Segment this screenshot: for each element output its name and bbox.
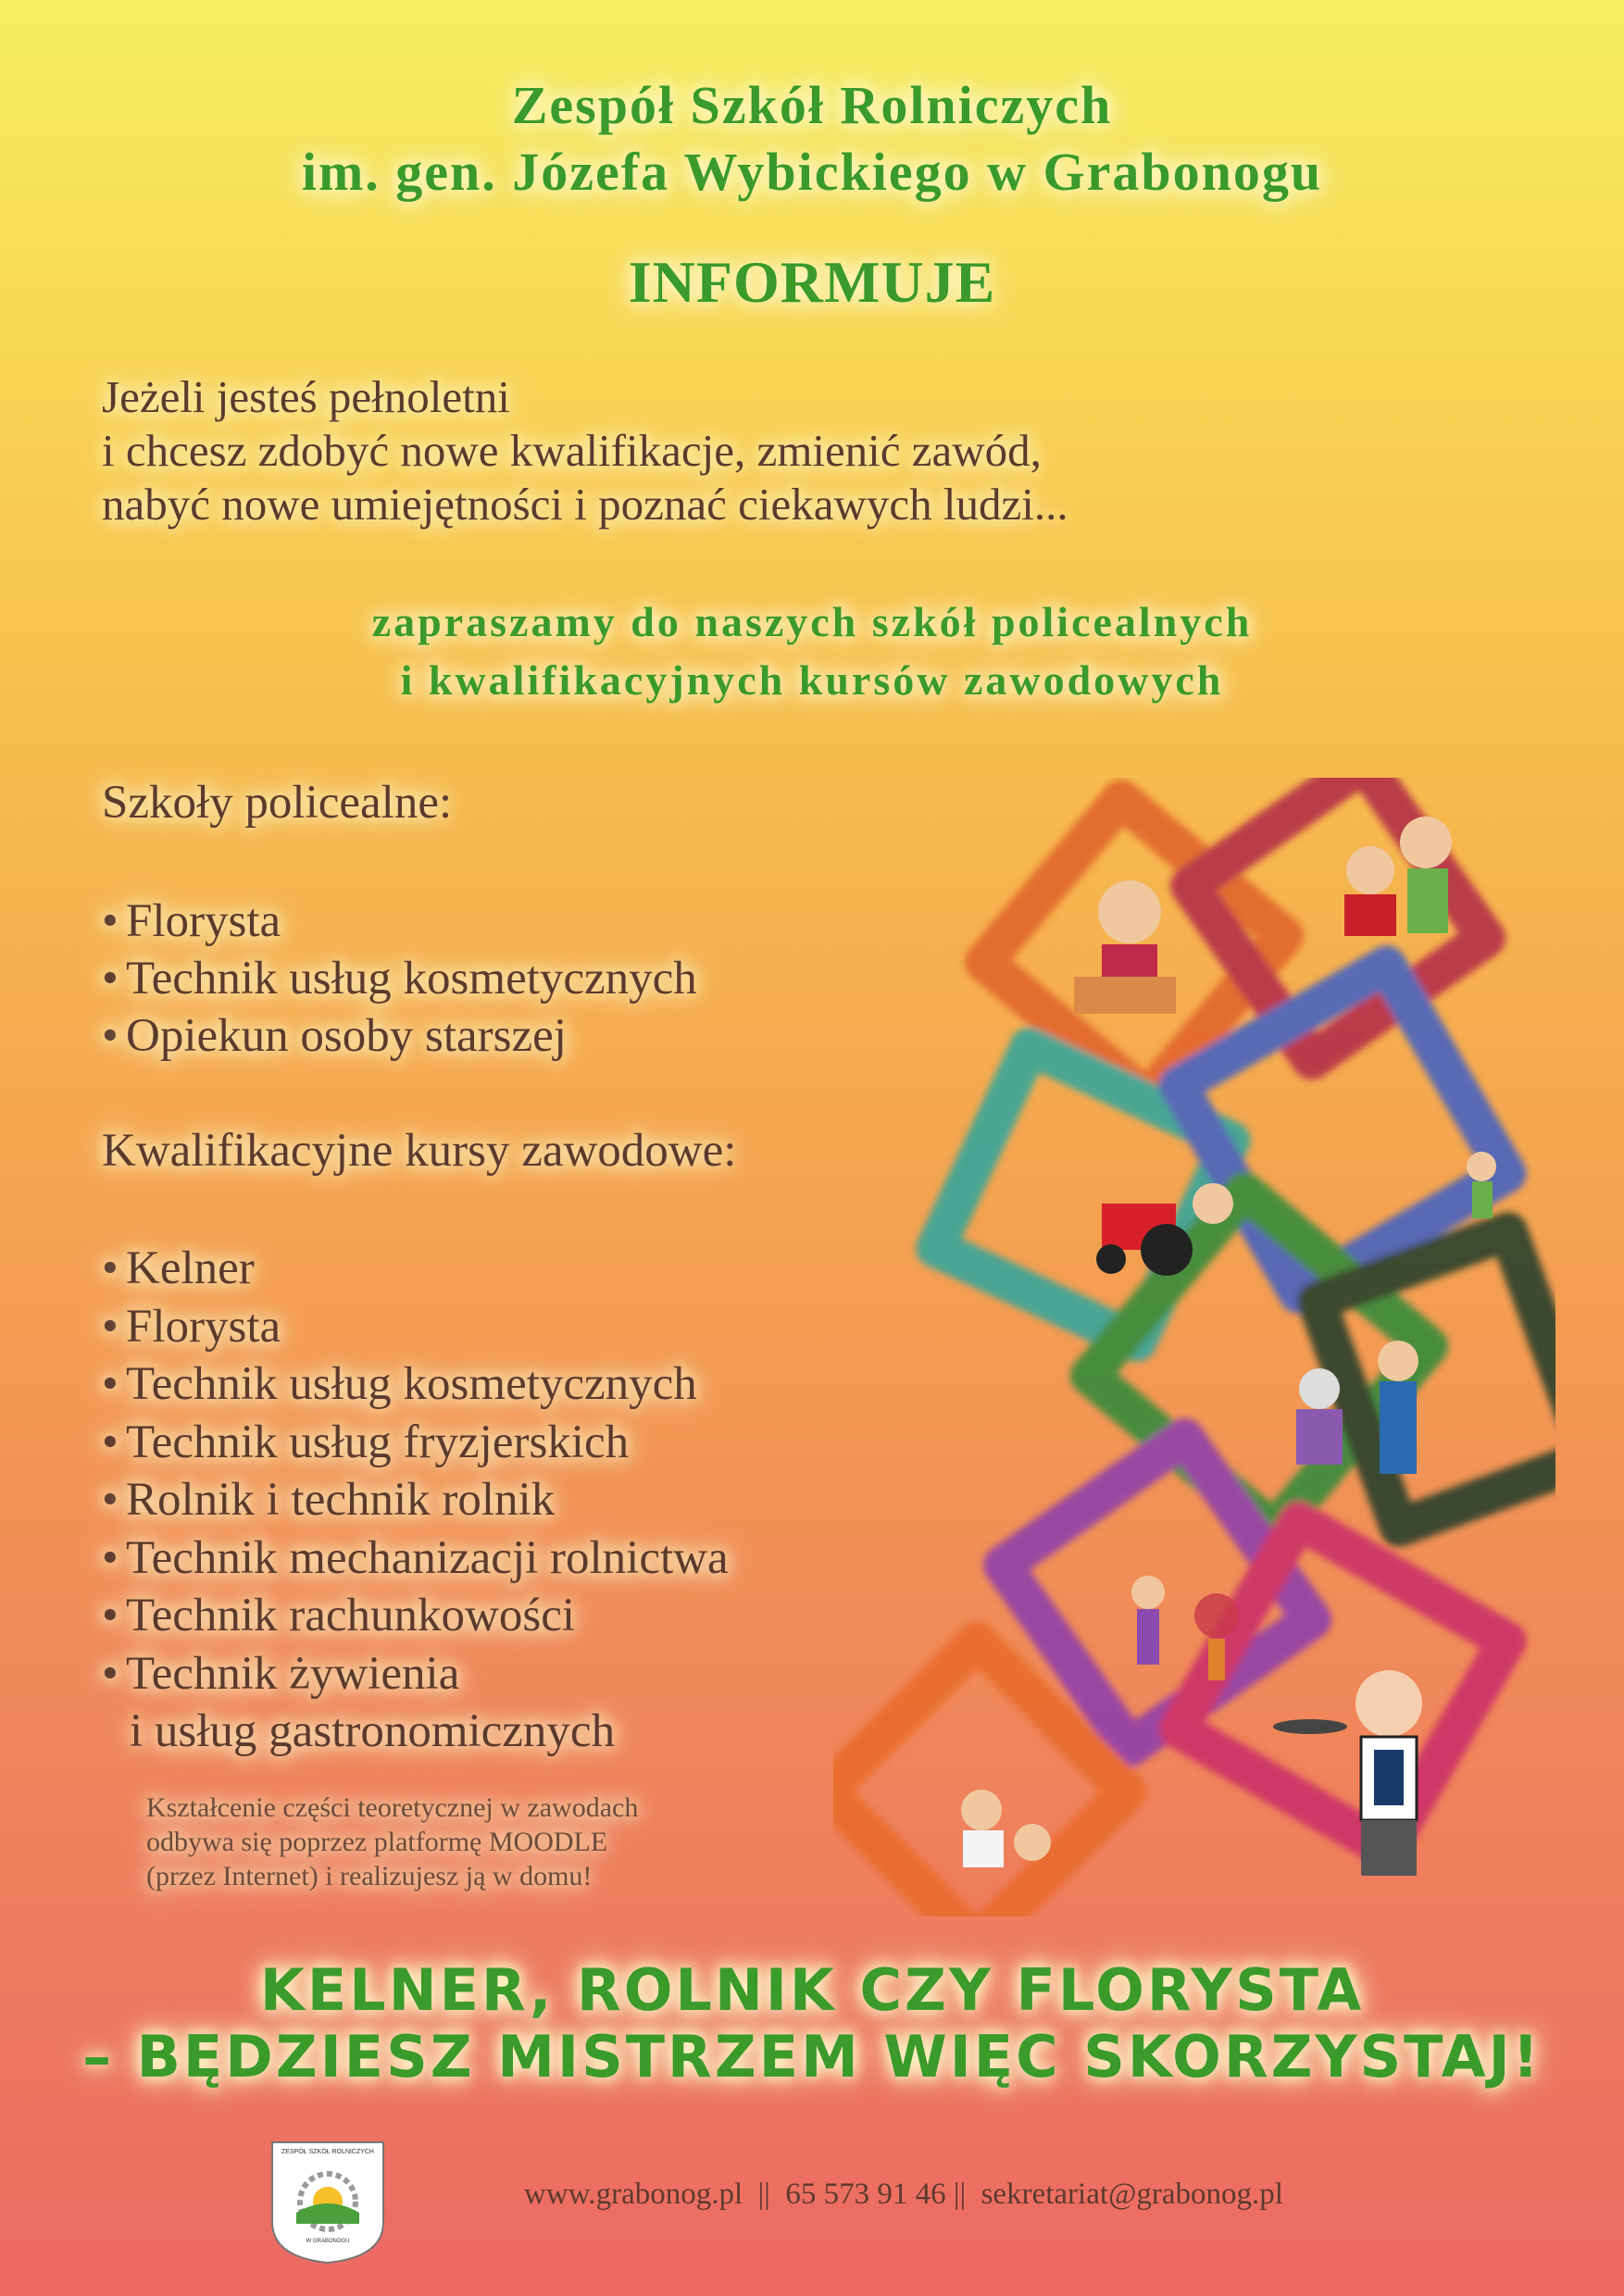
career-collage	[833, 778, 1555, 1916]
intro-line1: Jeżeli jesteś pełnoletni	[102, 371, 510, 422]
phone-number[interactable]: 65 573 91 46	[785, 2177, 946, 2211]
kursy-heading: Kwalifikacyjne kursy zawodowe:	[102, 1125, 737, 1177]
invitation-text	[0, 593, 1624, 709]
svg-text:W GRABONOGU: W GRABONOGU	[306, 2239, 350, 2244]
policealne-list	[102, 892, 697, 1065]
list-item: • Technik żywienia	[102, 1647, 460, 1700]
website-link[interactable]: www.grabonog.pl	[524, 2177, 743, 2211]
intro-line3: nabyć nowe umiejętności i poznać ciekawych ludzi...	[102, 479, 1068, 530]
moodle-note	[146, 1791, 638, 1893]
moodle-note-line3: (przez Internet) i realizujesz ją w domu!	[146, 1861, 593, 1891]
slogan-line2: – BĘDZIESZ MISTRZEM WIĘC SKORZYSTAJ!	[82, 2023, 1542, 2090]
school-name-line2: im. gen. Józefa Wybickiego w Grabonogu	[301, 142, 1323, 202]
list-item: • Florysta	[102, 1300, 281, 1353]
list-item: • Technik usług fryzjerskich	[102, 1416, 630, 1468]
policealne-heading: Szkoły policealne:	[102, 777, 453, 829]
moodle-note-line1: Kształcenie części teoretycznej w zawodach	[146, 1792, 639, 1823]
slogan	[0, 1957, 1624, 2090]
school-name-line1: Zespół Szkół Rolniczych	[511, 75, 1113, 135]
list-item: • Technik usług kosmetycznych	[102, 1358, 697, 1410]
informuje-heading: INFORMUJE	[628, 249, 996, 315]
svg-text:ZESPÓŁ SZKÓŁ ROLNICZYCH: ZESPÓŁ SZKÓŁ ROLNICZYCH	[281, 2149, 374, 2155]
separator: ||	[750, 2177, 779, 2211]
email-link[interactable]: sekretariat@grabonog.pl	[981, 2177, 1283, 2211]
florist-illustration	[1131, 1576, 1239, 1680]
list-item-continuation: i usług gastronomicznych	[130, 1705, 616, 1757]
intro-line2: i chcesz zdobyć nowe kwalifikacje, zmienić zawód,	[102, 425, 1042, 476]
moodle-note-line2: odbywa się poprzez platformę MOODLE	[146, 1827, 608, 1857]
footer-contact	[524, 2177, 1283, 2212]
list-item: • Technik rachunkowości	[102, 1590, 576, 1641]
intro-text	[102, 370, 1068, 531]
list-item: • Florysta	[102, 895, 281, 947]
kursy-list	[102, 1240, 729, 1761]
list-item: • Technik mechanizacji rolnictwa	[102, 1531, 729, 1584]
list-item: • Opiekun osoby starszej	[102, 1010, 567, 1062]
list-item: • Rolnik i technik rolnik	[102, 1474, 556, 1526]
slogan-line1: KELNER, ROLNIK CZY FLORYSTA	[259, 1956, 1365, 2024]
list-item: • Technik usług kosmetycznych	[102, 953, 697, 1004]
school-name	[0, 72, 1624, 206]
separator: ||	[953, 2177, 974, 2211]
logo-emblem	[269, 2139, 387, 2266]
invitation-line2: i kwalifikacyjnych kursów zawodowych	[400, 656, 1224, 704]
list-item: • Kelner	[102, 1242, 255, 1294]
clerk-illustration	[1074, 880, 1176, 1014]
invitation-line1: zapraszamy do naszych szkół policealnych	[371, 598, 1253, 645]
beautician-illustration	[961, 1790, 1051, 1867]
